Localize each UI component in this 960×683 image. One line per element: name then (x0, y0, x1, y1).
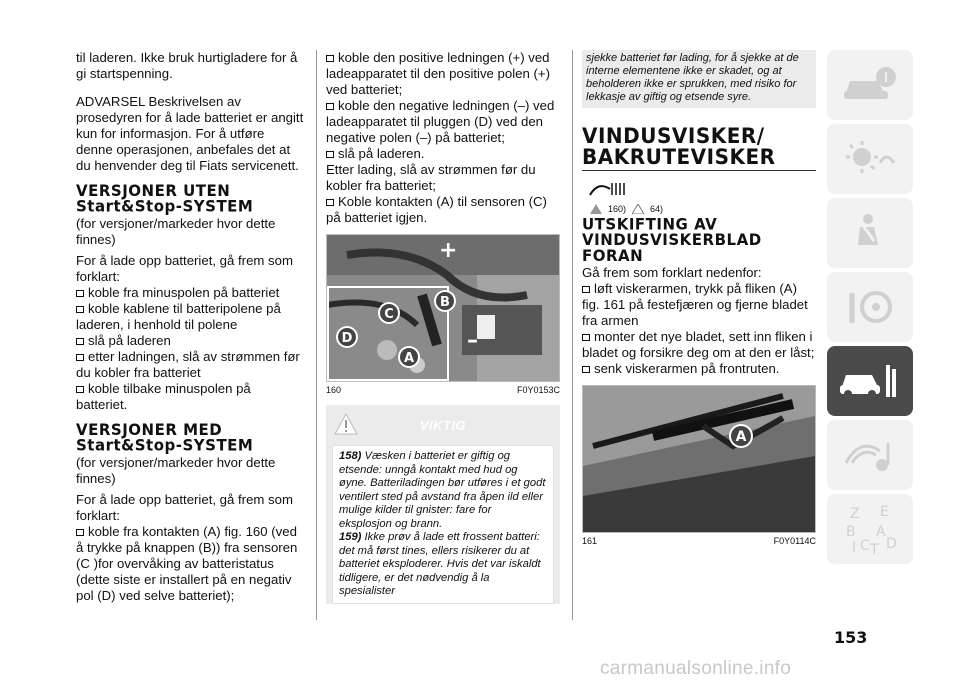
bullet-item: koble fra minuspolen på batteriet (76, 285, 304, 301)
paragraph: For å lade opp batteriet, gå frem som forklart: (76, 492, 293, 523)
warning-159: 159) Ikke prøv å lade ett frossent batteri: det må først tines, ellers risikerer du at batteriet eksploderer. Hvis det var iskaldt tidligere, er det nødvendig å la spesialister (339, 531, 541, 597)
chapter-sidebar (827, 50, 913, 568)
heading-med-start-stop: VERSJONER MED Start&Stop-SYSTEM (76, 420, 254, 455)
label-b: B (440, 295, 450, 310)
bullet-item: etter ladningen, slå av strømmen før du kobler fra batteriet (76, 349, 300, 380)
bullet-item: koble den negative ledningen (–) ved ladeapparatet til pluggen (D) ved den negative polen (–) på batteriet; (326, 98, 555, 145)
bullet-icon (582, 286, 590, 293)
figure-number: 161 (582, 536, 598, 546)
index-letter: E (880, 504, 889, 520)
bullet-icon (76, 354, 84, 361)
paragraph: Etter lading, slå av strømmen før du kobler fra batteriet; (326, 162, 536, 193)
bullet-icon (76, 290, 84, 297)
car-service-icon (838, 359, 902, 403)
tab-car-info[interactable] (827, 50, 913, 120)
index-letter: Z (850, 506, 860, 522)
battery-photo (327, 235, 559, 381)
heading-vindusvisker: VINDUSVISKER/ BAKRUTEVISKER (582, 122, 776, 170)
bullet-icon (326, 55, 334, 62)
figure-160-caption (326, 385, 560, 395)
bullet-icon (76, 306, 84, 313)
bullet-item: senk viskerarmen på frontruten. (582, 361, 816, 377)
tab-dashboard-lights[interactable] (827, 124, 913, 194)
column-2 (326, 50, 560, 610)
tab-wheel-key[interactable] (827, 272, 913, 342)
bullet-icon (326, 151, 334, 158)
bullet-item: koble tilbake minuspolen på batteriet. (76, 381, 251, 412)
warning-box (326, 405, 560, 604)
index-icon (840, 502, 900, 556)
warning-ref-icon (590, 204, 602, 214)
figure-160-battery (326, 234, 560, 382)
intro-text: til laderen. Ikke bruk hurtigladere for å gi startspenning. (76, 50, 298, 81)
ref-64: 64) (650, 204, 664, 214)
advarsel-text: ADVARSEL Beskrivelsen av prosedyren for å lade batteriet er angitt kun for informasjon. For å utføre denne operasjonen, anbefales det at du henvender deg til Fiats servicenett. (76, 94, 304, 173)
bullet-item: slå på laderen (76, 333, 304, 349)
label-c: C (384, 307, 394, 322)
index-letter: T (870, 542, 879, 556)
tab-index[interactable] (827, 494, 913, 564)
label-a: A (735, 429, 747, 445)
bullet-item: monter det nye bladet, sett inn fliken i bladet og forsikre deg om at den er låst; (582, 329, 815, 360)
paragraph: (for versjoner/markeder hvor dette finnes) (76, 216, 276, 247)
figure-number: 160 (326, 385, 342, 395)
figure-161-caption (582, 536, 816, 546)
watermark: carmanualsonline.info (600, 658, 792, 679)
dashboard-lights-icon (840, 137, 900, 181)
bullet-item: løft viskerarmen, trykk på fliken (A) fig. 161 på festefjæren og fjerne bladet fra armen (582, 281, 808, 328)
tab-car-service[interactable] (827, 346, 913, 416)
index-letter: A (876, 524, 886, 540)
heading-utskifting: UTSKIFTING AV VINDUSVISKERBLAD FORAN (582, 214, 762, 266)
airbag-seat-icon (840, 211, 900, 255)
warning-158: 158) Væsken i batteriet er giftig og etsende: unngå kontakt med hud og øyne. Batteriladingen bør utføres i et godt ventilert sted på avstand fra åpen ild eller mulige kilder til gnister: fare for eksplosjon og brann. (339, 450, 546, 530)
index-letter: B (846, 524, 856, 540)
attention-ref-icon (632, 204, 644, 214)
bullet-item: koble den positive ledningen (+) ved ladeapparatet til den positive polen (+) ved batteriet; (326, 50, 550, 97)
figure-code: F0Y0114C (773, 536, 816, 546)
bullet-icon (582, 334, 590, 341)
heading-rule (582, 170, 816, 171)
wiper-symbol-icon (588, 179, 628, 197)
wheel-key-icon (840, 285, 900, 329)
heading-uten-start-stop: VERSJONER UTEN Start&Stop-SYSTEM (76, 181, 254, 216)
warning-title: VIKTIG (419, 418, 467, 433)
column-divider (572, 50, 573, 620)
tab-airbag-seat[interactable] (827, 198, 913, 268)
continued-warning (582, 50, 816, 108)
column-divider (316, 50, 317, 620)
tab-multimedia[interactable] (827, 420, 913, 490)
bullet-item: Koble kontakten (A) til sensoren (C) på batteriet igjen. (326, 194, 547, 225)
figure-161-wiper (582, 385, 816, 533)
multimedia-icon (840, 433, 900, 477)
index-letter: D (886, 536, 897, 552)
reference-symbols (590, 204, 816, 214)
ref-160: 160) (608, 204, 627, 214)
bullet-icon (326, 103, 334, 110)
car-info-icon (840, 63, 900, 107)
bullet-item: koble fra kontakten (A) fig. 160 (ved å trykke på knappen (B)) fra sensoren (C )for overvåking av batteristatus (dette siste er installert på en negativ pol (D) ved selve batteriet); (76, 524, 298, 603)
bullet-icon (76, 529, 84, 536)
figure-code: F0Y0153C (516, 385, 560, 395)
bullet-icon (76, 338, 84, 345)
minus-label: – (467, 328, 478, 353)
wiper-photo (583, 386, 815, 532)
paragraph: (for versjoner/markeder hvor dette finnes) (76, 455, 276, 486)
bullet-item: slå på laderen. (326, 146, 560, 162)
bullet-icon (326, 199, 334, 206)
plus-label: + (439, 238, 458, 263)
index-letter: C (860, 538, 870, 554)
bullet-icon (582, 366, 590, 373)
warning-continuation: sjekke batteriet før lading, for å sjekke at de interne elementene ikke er skadet, og at beholderen ikke er sprukken, med risiko for lekkasje av giftig og etsende syre. (586, 52, 799, 103)
bullet-icon (76, 386, 84, 393)
bullet-item: koble kablene til batteripolene på laderen, i henhold til polene (76, 301, 281, 332)
column-3 (582, 50, 816, 546)
page-number: 153 (834, 628, 868, 647)
column-1 (76, 50, 304, 604)
paragraph: Gå frem som forklart nedenfor: (582, 265, 762, 280)
label-d: D (341, 331, 353, 346)
index-letter: I (852, 540, 857, 556)
paragraph: For å lade opp batteriet, gå frem som forklart: (76, 253, 293, 284)
label-a: A (403, 351, 415, 366)
